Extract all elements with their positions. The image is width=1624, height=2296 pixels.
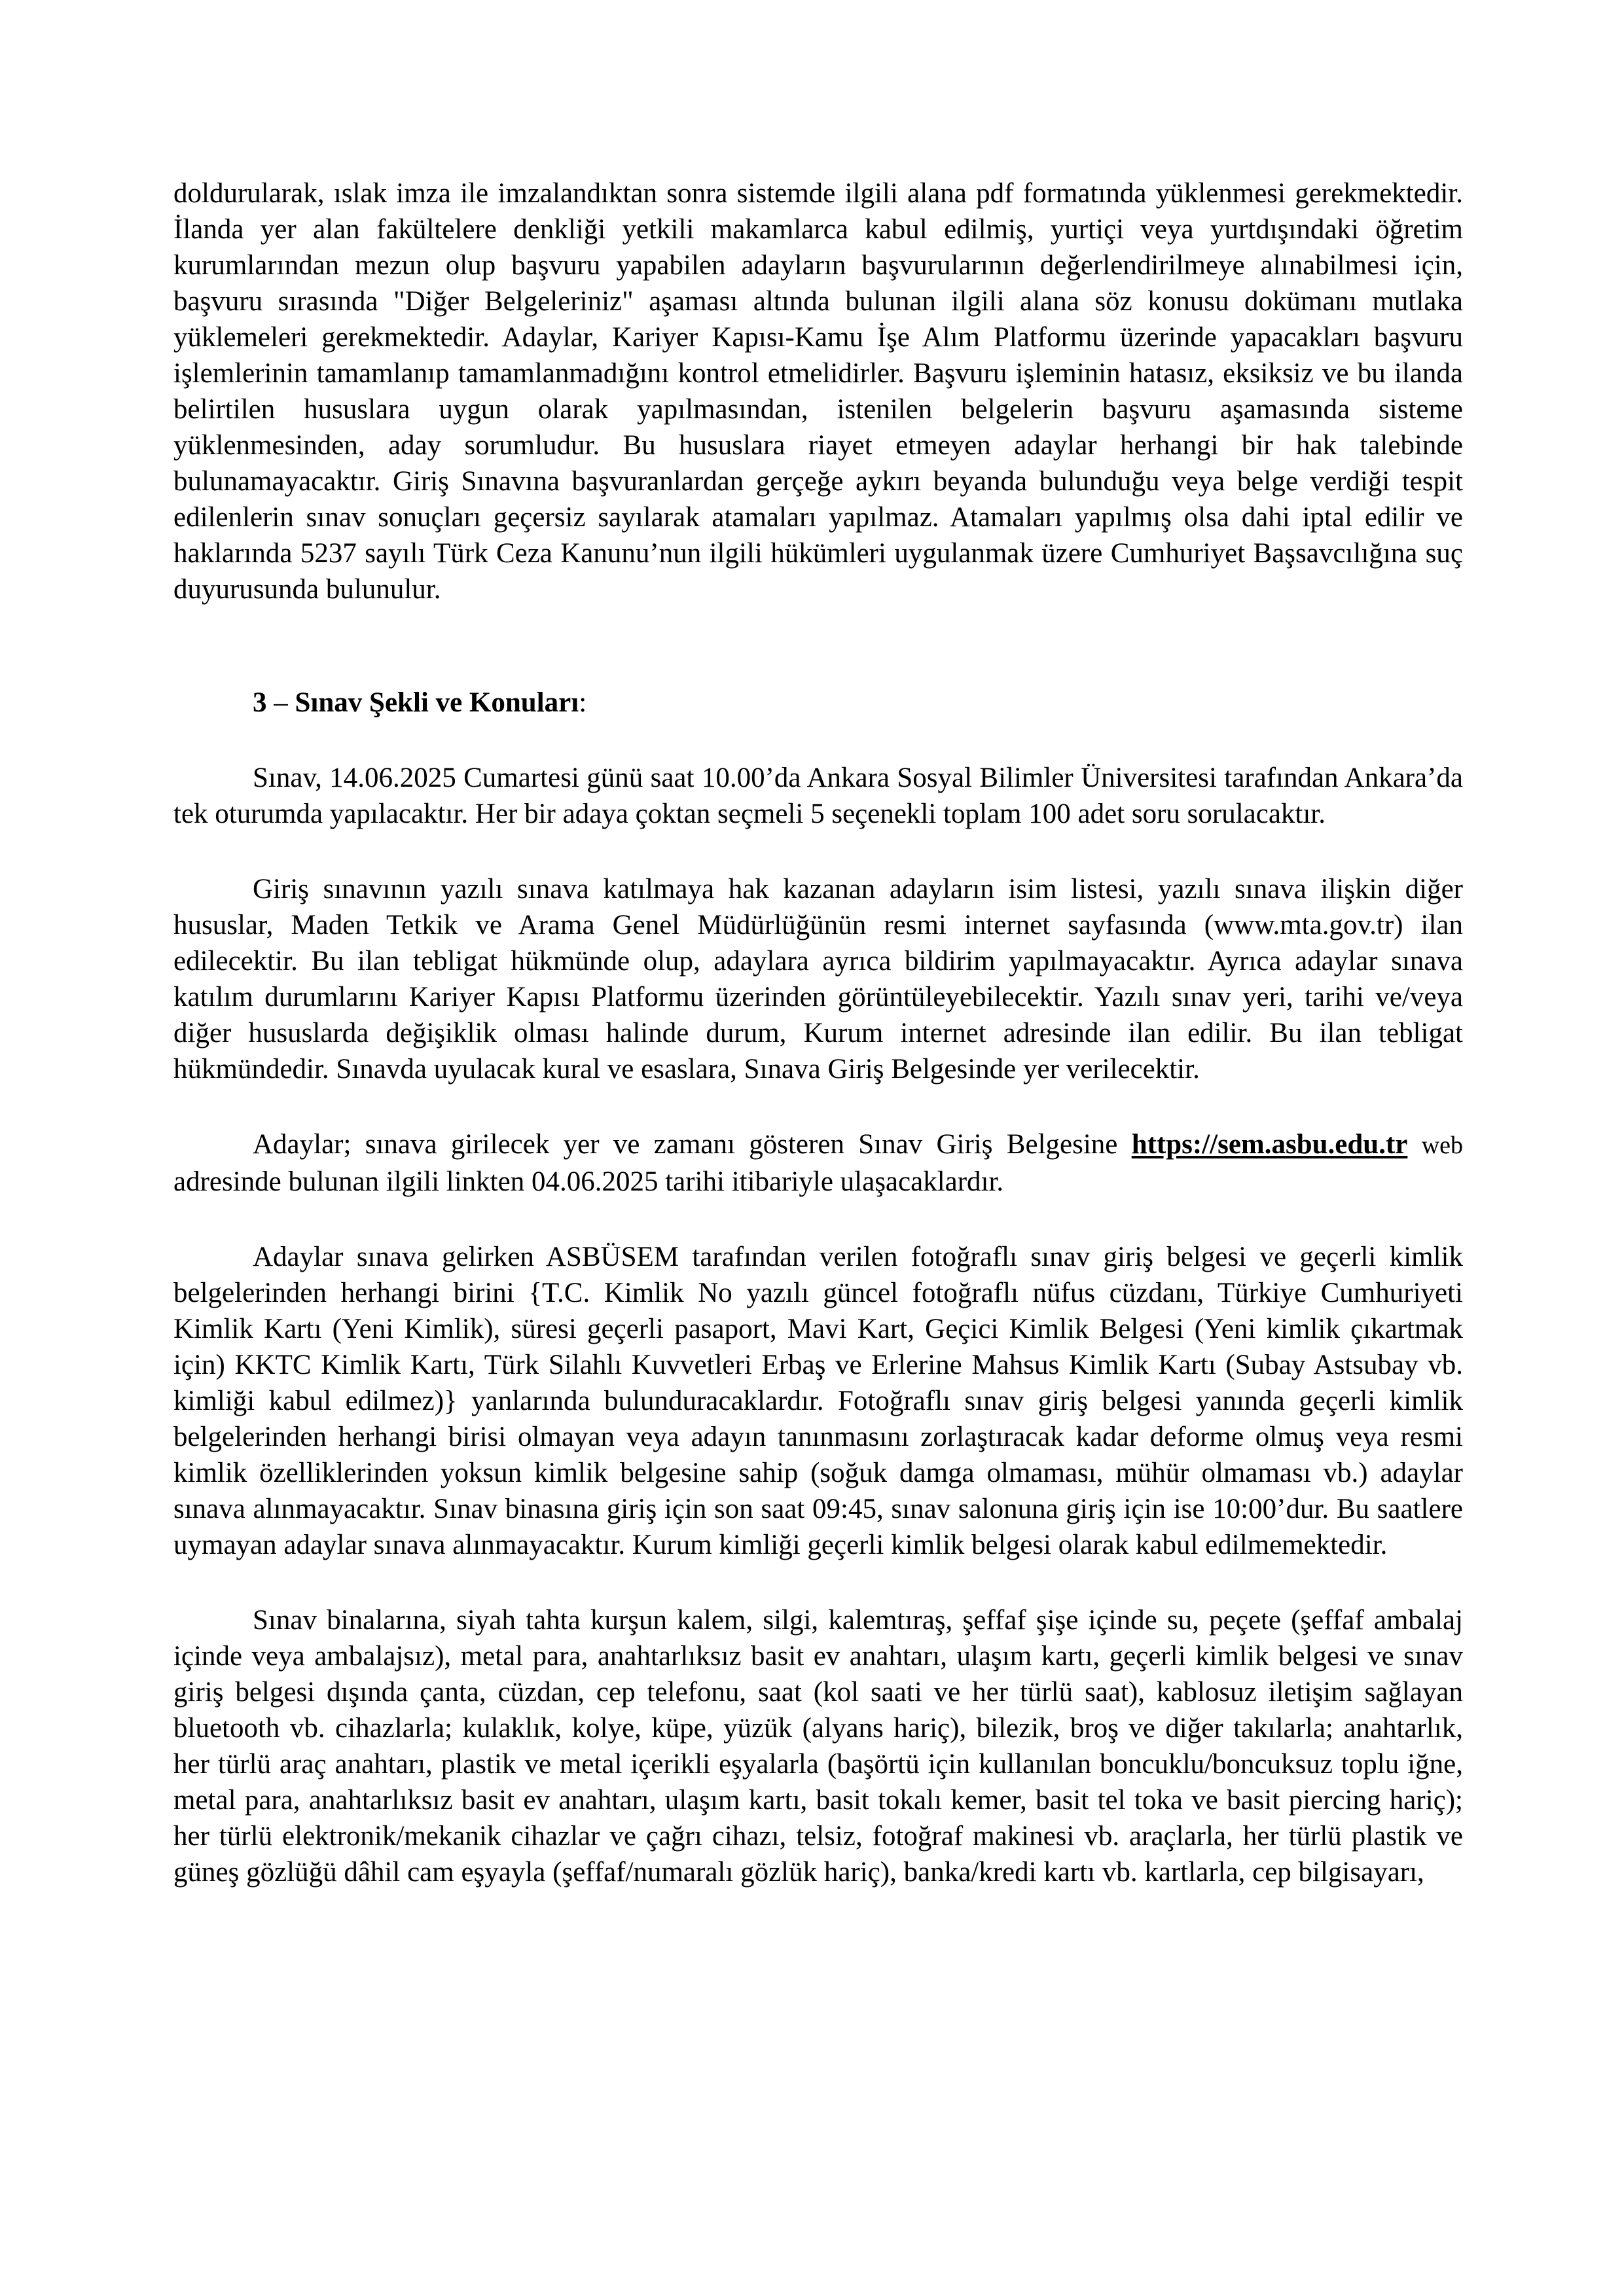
section-dash: – (266, 687, 295, 718)
web-word: web (1421, 1132, 1464, 1159)
paragraph-exam-date: Sınav, 14.06.2025 Cumartesi günü saat 10.00’da Ankara Sosyal Bilimler Üniversitesi tarafından Ankara’da tek oturumda yapılacaktır. Her bir adaya çoktan seçmeli 5 seçenekli toplam 100 adet soru sorulacaktır. (173, 762, 1463, 829)
entry-document-text-before: Adaylar; sınava girilecek yer ve zamanı gösteren Sınav Giriş Belgesine (253, 1129, 1132, 1160)
entry-document-text-after: adresinde bulunan ilgili linkten 04.06.2025 tarihi itibariyle ulaşacaklardır. (173, 1166, 1004, 1197)
paragraph-candidate-list: Giriş sınavının yazılı sınava katılmaya hak kazanan adayların isim listesi, yazılı sınava ilişkin diğer hususlar, Maden Tetkik ve Arama Genel Müdürlüğünün resmi internet sayfasında (www.mta.gov.tr) ilan edilecektir. Bu ilan tebligat hükmünde olup, adaylara ayrıca bildirim yapılmayacaktır. Ayrıca adaylar sınava katılım durumlarını Kariyer Kapısı Platformu üzerinden görüntüleyebilecektir. Yazılı sınav yeri, tarihi ve/veya diğer hususlarda değişiklik olması halinde durum, Kurum internet adresinde ilan edilir. Bu ilan tebligat hükmündedir. Sınavda uyulacak kural ve esaslara, Sınava Giriş Belgesinde yer verilecektir. (173, 874, 1463, 1085)
paragraph-prohibited-items: Sınav binalarına, siyah tahta kurşun kalem, silgi, kalemtıraş, şeffaf şişe içinde su, peçete (şeffaf ambalaj içinde veya ambalajsız), metal para, anahtarlıksız basit ev anahtarı, ulaşım kartı, geçerli kimlik belgesi ve sınav giriş belgesi dışında çanta, cüzdan, cep telefonu, saat (kol saati ve her türlü saat), kablosuz iletişim sağlayan bluetooth vb. cihazlarla; kulaklık, kolye, küpe, yüzük (alyans hariç), bilezik, broş ve diğer takılarla; anahtarlık, her türlü araç anahtarı, plastik ve metal içerikli eşyalarla (başörtü için kullanılan boncuklu/boncuksuz toplu iğne, metal para, anahtarlıksız basit ev anahtarı, ulaşım kartı, basit tokalı kemer, basit tel toka ve basit piercing hariç); her türlü elektronik/mekanik cihazlar ve çağrı cihazı, telsiz, fotoğraf makinesi vb. araçlarla, her türlü plastik ve güneş gözlüğü dâhil cam eşyayla (şeffaf/numaralı gözlük hariç), banka/kredi kartı vb. kartlarla, cep bilgisayarı, (173, 1605, 1463, 1888)
paragraph-identity-documents: Adaylar sınava gelirken ASBÜSEM tarafından verilen fotoğraflı sınav giriş belgesi ve geçerli kimlik belgelerinden herhangi birini {T.C. Kimlik No yazılı güncel fotoğraflı nüfus cüzdanı, Türkiye Cumhuriyeti Kimlik Kartı (Yeni Kimlik), süresi geçerli pasaport, Mavi Kart, Geçici Kimlik Belgesi (Yeni kimlik çıkartmak için) KKTC Kimlik Kartı, Türk Silahlı Kuvvetleri Erbaş ve Erlerine Mahsus Kimlik Kartı (Subay Astsubay vb. kimliği kabul edilmez)} yanlarında bulunduracaklardır. Fotoğraflı sınav giriş belgesi yanında geçerli kimlik belgelerinden herhangi birisi olmayan veya adayın tanınmasını zorlaştıracak kadar deforme olmuş veya resmi kimlik özelliklerinden yoksun kimlik belgesine sahip (soğuk damga olmaması, mühür olmaması vb.) adaylar sınava alınmayacaktır. Sınav binasına giriş için son saat 09:45, sınav salonuna giriş için ise 10:00’dur. Bu saatlere uymayan adaylar sınava alınmayacaktır. Kurum kimliği geçerli kimlik belgesi olarak kabul edilmemektedir. (173, 1242, 1463, 1560)
section-colon: : (579, 687, 587, 718)
section-title: Sınav Şekli ve Konuları (295, 687, 579, 718)
paragraph-application-rules: doldurularak, ıslak imza ile imzalandıktan sonra sistemde ilgili alana pdf formatında yüklenmesi gerekmektedir. İlanda yer alan fakültelere denkliği yetkili makamlarca kabul edilmiş, yurtiçi veya yurtdışındaki öğretim kurumlarından mezun olup başvuru yapabilen adayların başvurularının değerlendirilmeye alınabilmesi için, başvuru sırasında "Diğer Belgeleriniz" aşaması altında bulunan ilgili alana söz konusu dokümanı mutlaka yüklemeleri gerekmektedir. Adaylar, Kariyer Kapısı-Kamu İşe Alım Platformu üzerinde yapacakları başvuru işlemlerinin tamamlanıp tamamlanmadığını kontrol etmelidirler. Başvuru işleminin hatasız, eksiksiz ve bu ilanda belirtilen hususlara uygun olarak yapılmasından, istenilen belgelerin başvuru aşamasında sisteme yüklenmesinden, aday sorumludur. Bu hususlara riayet etmeyen adaylar herhangi bir hak talebinde bulunamayacaktır. Giriş Sınavına başvuranlardan gerçeğe aykırı beyanda bulunduğu veya belge verdiği tespit edilenlerin sınav sonuçları geçersiz sayılarak atamaları yapılmaz. Atamaları yapılmış olsa dahi iptal edilir ve haklarında 5237 sayılı Türk Ceza Kanunu’nun ilgili hükümleri uygulanmak üzere Cumhuriyet Başsavcılığına suç duyurusunda bulunulur. (173, 178, 1463, 605)
section-number: 3 (253, 687, 267, 718)
section-heading (173, 685, 1463, 721)
document-page (173, 175, 1463, 1890)
sem-asbu-link[interactable]: https://sem.asbu.edu.tr (1131, 1129, 1408, 1160)
paragraph-entry-document (173, 1126, 1463, 1200)
